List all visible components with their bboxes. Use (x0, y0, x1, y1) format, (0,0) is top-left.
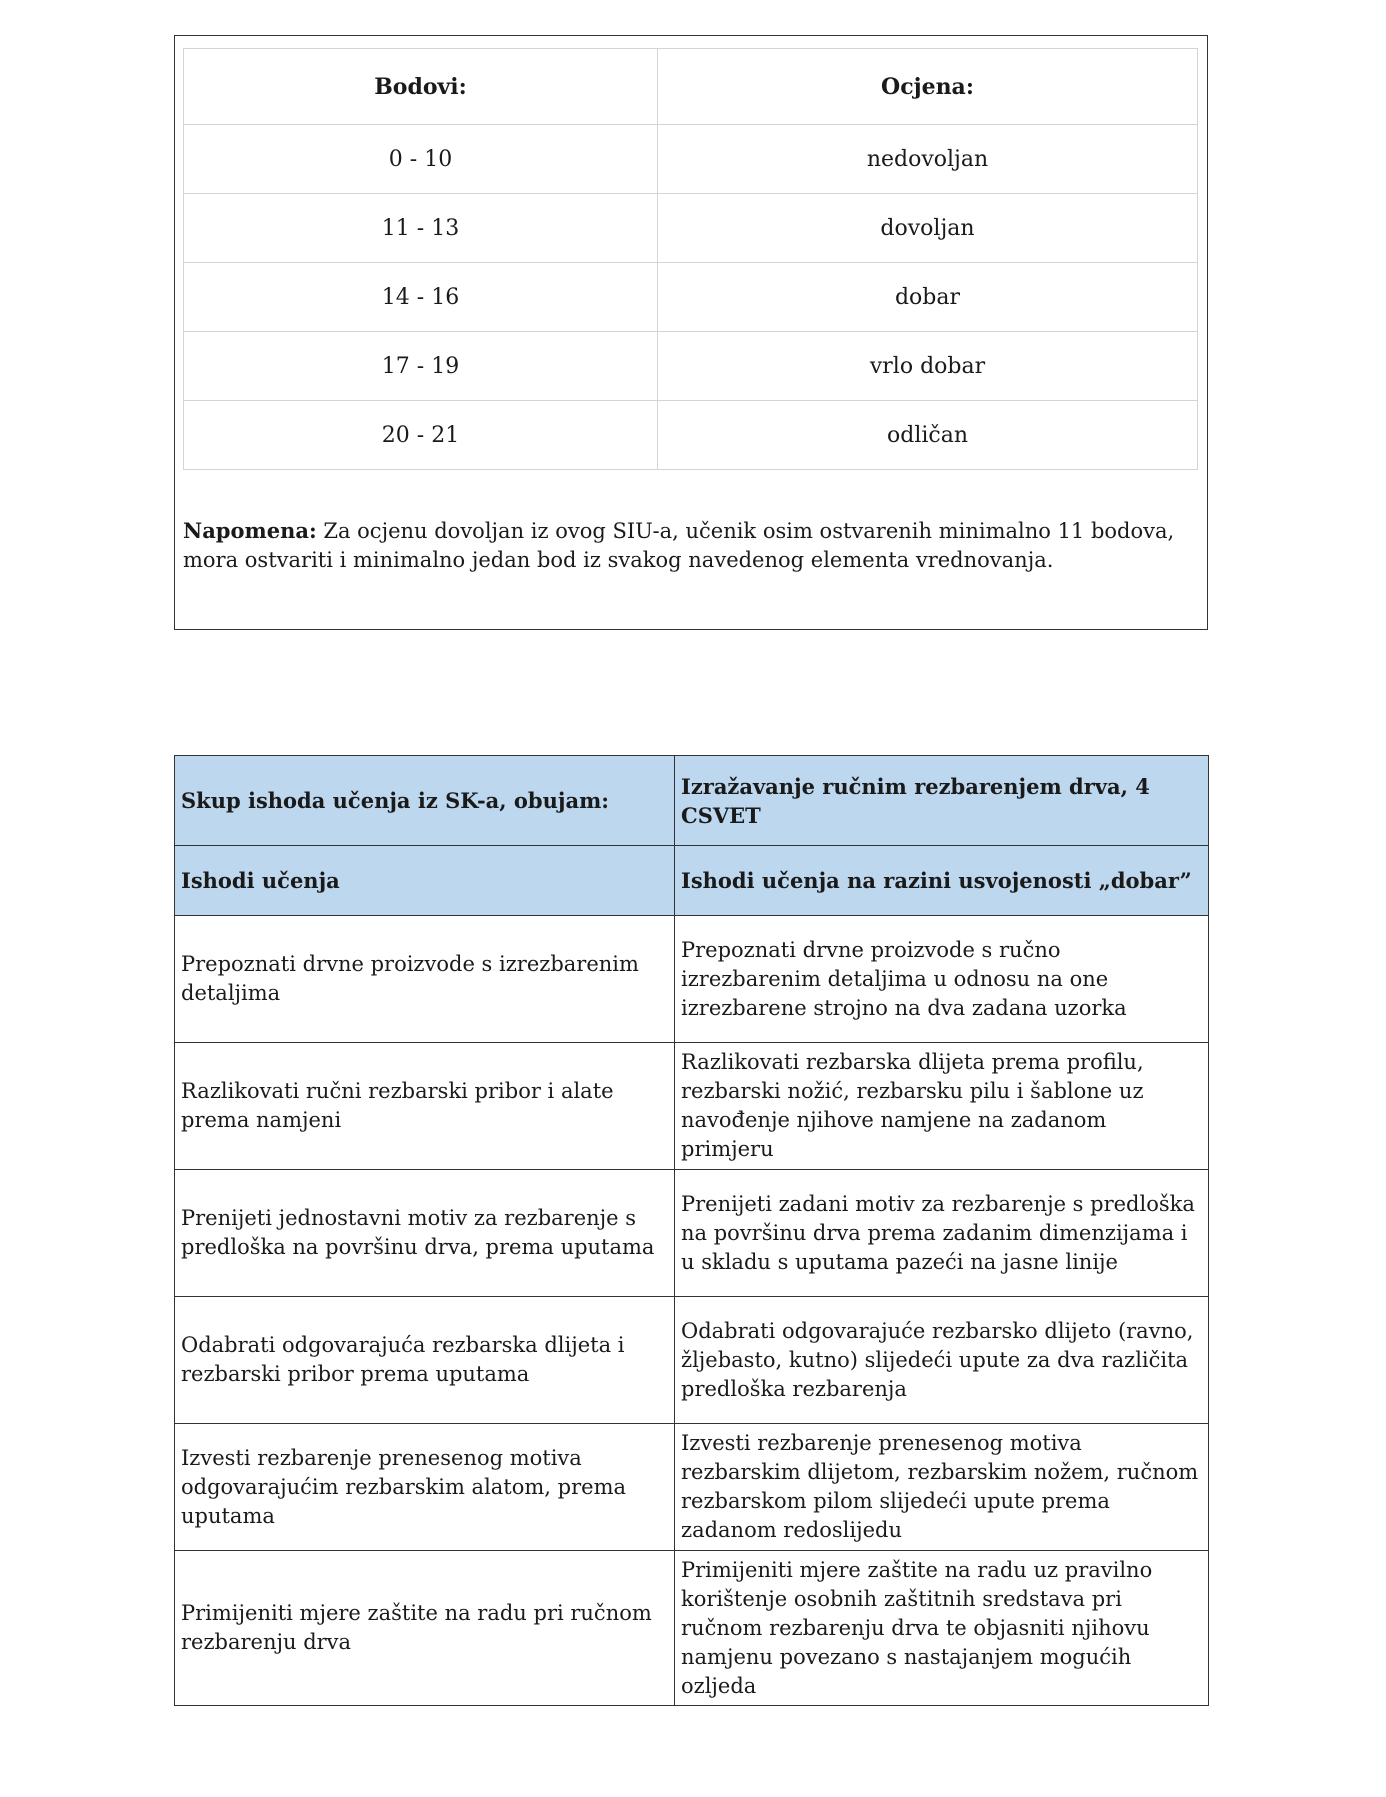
outcome-cell: Odabrati odgovarajuća rezbarska dlijeta i rezbarski pribor prema uputama (175, 1297, 675, 1424)
points-cell: 17 - 19 (184, 332, 658, 401)
grading-table (183, 48, 1198, 470)
grade-cell: vrlo dobar (658, 332, 1198, 401)
points-cell: 11 - 13 (184, 194, 658, 263)
note-label: Napomena: (183, 518, 317, 543)
outcome-level-cell: Razlikovati rezbarska dlijeta prema profilu, rezbarski nožić, rezbarsku pilu i šablone uz navođenje njihove namjene na zadanom primjeru (675, 1043, 1209, 1170)
outcome-level-cell: Primijeniti mjere zaštite na radu uz pravilno korištenje osobnih zaštitnih sredstava pri ručnom rezbarenju drva te objasniti njihovu namjenu povezano s nastajanjem mogućih ozljeda (675, 1551, 1209, 1706)
outcome-cell: Primijeniti mjere zaštite na radu pri ručnom rezbarenju drva (175, 1551, 675, 1706)
set-value: Izražavanje ručnim rezbarenjem drva, 4 CSVET (675, 756, 1209, 846)
outcome-level-cell: Prepoznati drvne proizvode s ručno izrezbarenim detaljima u odnosu na one izrezbarene strojno na dva zadana uzorka (675, 916, 1209, 1043)
grade-header: Ocjena: (658, 49, 1198, 125)
grading-note (183, 516, 1193, 575)
points-header: Bodovi: (184, 49, 658, 125)
outcome-cell: Prepoznati drvne proizvode s izrezbarenim detaljima (175, 916, 675, 1043)
outcome-level-cell: Odabrati odgovarajuće rezbarsko dlijeto (ravno, žljebasto, kutno) slijedeći upute za dva različita predloška rezbarenja (675, 1297, 1209, 1424)
outcome-cell: Razlikovati ručni rezbarski pribor i alate prema namjeni (175, 1043, 675, 1170)
outcome-cell: Izvesti rezbarenje prenesenog motiva odgovarajućim rezbarskim alatom, prema uputama (175, 1424, 675, 1551)
points-cell: 14 - 16 (184, 263, 658, 332)
learning-outcomes-table (174, 755, 1209, 1706)
outcome-row (175, 1424, 1209, 1551)
set-label: Skup ishoda učenja iz SK-a, obujam: (175, 756, 675, 846)
grade-cell: odličan (658, 401, 1198, 470)
outcome-level-cell: Prenijeti zadani motiv za rezbarenje s predloška na površinu drva prema zadanim dimenzijama i u skladu s uputama pazeći na jasne linije (675, 1170, 1209, 1297)
grading-row (184, 194, 1198, 263)
points-cell: 20 - 21 (184, 401, 658, 470)
outcome-row (175, 1170, 1209, 1297)
grading-row (184, 401, 1198, 470)
grading-box (174, 35, 1208, 630)
outcomes-col2-header: Ishodi učenja na razini usvojenosti „dobar” (675, 846, 1209, 916)
outcomes-col1-header: Ishodi učenja (175, 846, 675, 916)
outcome-level-cell: Izvesti rezbarenje prenesenog motiva rezbarskim dlijetom, rezbarskim nožem, ručnom rezbarskom pilom slijedeći upute prema zadanom redoslijedu (675, 1424, 1209, 1551)
grading-header-row (184, 49, 1198, 125)
grade-cell: dovoljan (658, 194, 1198, 263)
grade-cell: nedovoljan (658, 125, 1198, 194)
outcomes-header-row (175, 846, 1209, 916)
points-cell: 0 - 10 (184, 125, 658, 194)
outcome-row (175, 1297, 1209, 1424)
grading-row (184, 332, 1198, 401)
note-text: Za ocjenu dovoljan iz ovog SIU-a, učenik osim ostvarenih minimalno 11 bodova, mora ostvariti i minimalno jedan bod iz svakog navedenog elementa vrednovanja. (183, 519, 1175, 572)
set-row (175, 756, 1209, 846)
grading-row (184, 263, 1198, 332)
outcome-row (175, 1551, 1209, 1706)
grade-cell: dobar (658, 263, 1198, 332)
outcome-row (175, 1043, 1209, 1170)
outcome-cell: Prenijeti jednostavni motiv za rezbarenje s predloška na površinu drva, prema uputama (175, 1170, 675, 1297)
grading-row (184, 125, 1198, 194)
outcome-row (175, 916, 1209, 1043)
